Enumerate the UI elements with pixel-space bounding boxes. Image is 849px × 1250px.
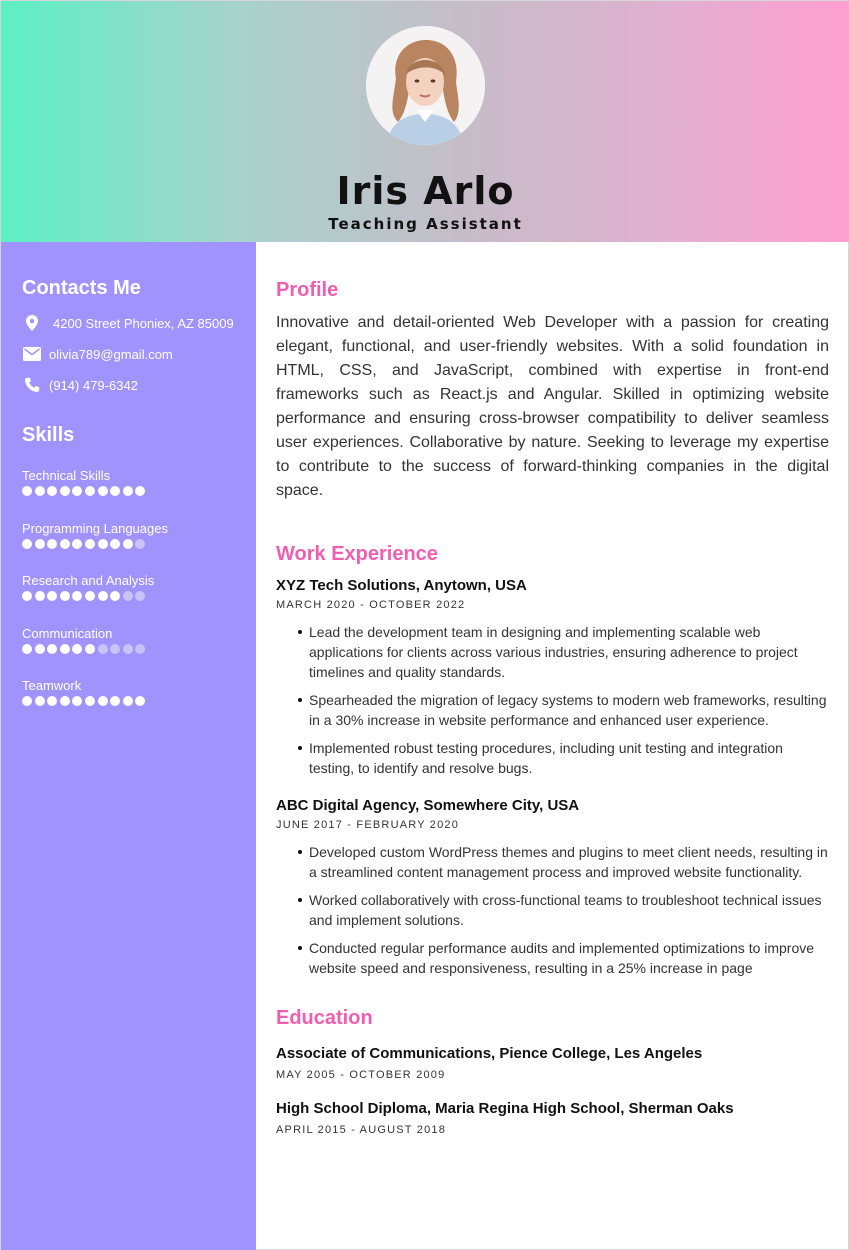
skill-label: Technical Skills — [22, 468, 111, 483]
skill-dot-filled — [22, 644, 32, 654]
education-date: MAY 2005 - OCTOBER 2009 — [276, 1069, 446, 1081]
skill-dot-empty — [135, 591, 145, 601]
list-item: Lead the development team in designing and implementing scalable web applications for clients across various industries, ensuring adherence to project timelines and quality standards. — [298, 622, 829, 682]
skill-dot-filled — [123, 539, 133, 549]
skill-label: Programming Languages — [22, 521, 168, 536]
phone-icon — [22, 375, 42, 395]
skill-dot-filled — [60, 486, 70, 496]
education-heading: Education — [276, 1007, 373, 1029]
job-bullet-list — [298, 842, 829, 986]
header-banner — [1, 1, 849, 242]
job-title: ABC Digital Agency, Somewhere City, USA — [276, 797, 580, 814]
job-bullet-list — [298, 622, 829, 786]
contact-email[interactable] — [22, 344, 173, 364]
education-title: High School Diploma, Maria Regina High School, Sherman Oaks — [276, 1100, 734, 1117]
skill-dot-filled — [60, 696, 70, 706]
job-date: MARCH 2020 - OCTOBER 2022 — [276, 599, 466, 611]
education-date: APRIL 2015 - AUGUST 2018 — [276, 1124, 447, 1136]
skill-dot-filled — [35, 539, 45, 549]
skill-dot-filled — [98, 539, 108, 549]
skill-dot-filled — [47, 539, 57, 549]
skill-dot-filled — [60, 644, 70, 654]
job-date: JUNE 2017 - FEBRUARY 2020 — [276, 819, 460, 831]
mail-icon — [22, 344, 42, 364]
skill-dot-empty — [135, 539, 145, 549]
skill-dot-filled — [47, 696, 57, 706]
skill-label: Teamwork — [22, 678, 82, 693]
skill-dot-filled — [85, 539, 95, 549]
skill-dot-filled — [47, 486, 57, 496]
skill-dot-filled — [35, 644, 45, 654]
skill-dot-filled — [110, 539, 120, 549]
list-item: Conducted regular performance audits and implemented optimizations to improve website speed and responsiveness, resulting in a 25% increase in page — [298, 938, 829, 978]
skill-dot-filled — [98, 696, 108, 706]
list-item: Implemented robust testing procedures, including unit testing and integration testing, to identify and resolve bugs. — [298, 738, 829, 778]
skill-dot-filled — [98, 486, 108, 496]
contacts-heading: Contacts Me — [22, 277, 141, 299]
profile-heading: Profile — [276, 279, 339, 301]
skill-dot-filled — [35, 696, 45, 706]
skill-dot-filled — [47, 644, 57, 654]
skill-dot-filled — [60, 591, 70, 601]
skill-dot-filled — [85, 486, 95, 496]
job-title: XYZ Tech Solutions, Anytown, USA — [276, 577, 527, 594]
skill-rating — [22, 696, 148, 706]
candidate-name: Iris Arlo — [336, 169, 515, 213]
skill-rating — [22, 486, 148, 496]
education-title: Associate of Communications, Pience College, Les Angeles — [276, 1045, 703, 1062]
skill-label: Research and Analysis — [22, 573, 155, 588]
skill-dot-filled — [22, 591, 32, 601]
location-pin-icon — [22, 313, 42, 333]
contact-phone[interactable] — [22, 375, 138, 395]
skill-rating — [22, 539, 148, 549]
skill-dot-filled — [110, 591, 120, 601]
candidate-job-title: Teaching Assistant — [328, 215, 523, 233]
skill-dot-filled — [72, 539, 82, 549]
skill-dot-filled — [72, 644, 82, 654]
skill-dot-filled — [98, 591, 108, 601]
avatar — [366, 26, 485, 145]
skill-dot-filled — [60, 539, 70, 549]
list-item: Worked collaboratively with cross-functional teams to troubleshoot technical issues and implement solutions. — [298, 890, 829, 930]
skill-dot-filled — [135, 696, 145, 706]
skill-label: Communication — [22, 626, 113, 641]
skill-dot-filled — [85, 644, 95, 654]
skill-dot-empty — [98, 644, 108, 654]
sidebar — [1, 242, 256, 1250]
contact-address — [22, 313, 234, 333]
skill-dot-filled — [72, 591, 82, 601]
skill-dot-empty — [123, 644, 133, 654]
skill-dot-filled — [22, 696, 32, 706]
skill-dot-filled — [110, 486, 120, 496]
skill-dot-filled — [123, 486, 133, 496]
skill-dot-filled — [123, 696, 133, 706]
profile-text: Innovative and detail-oriented Web Developer with a passion for creating elegant, functional, and user-friendly websites. With a solid foundation in HTML, CSS, and JavaScript, combined with expertise in front-end frameworks such as React.js and Angular. Skilled in optimizing website performance and ensuring cross-browser compatibility to deliver seamless user experiences. Collaborative by nature. Seeking to leverage my expertise to contribute to the success of forward-thinking companies in the digital space. — [276, 314, 829, 499]
skill-dot-empty — [135, 644, 145, 654]
skill-dot-filled — [85, 591, 95, 601]
skill-dot-filled — [85, 696, 95, 706]
skill-dot-filled — [47, 591, 57, 601]
skills-heading: Skills — [22, 424, 75, 446]
skill-dot-empty — [110, 644, 120, 654]
skill-dot-filled — [72, 696, 82, 706]
list-item: Spearheaded the migration of legacy systems to modern web frameworks, resulting in a 30% increase in website performance and enhanced user experience. — [298, 690, 829, 730]
profile-photo-icon — [366, 26, 485, 145]
work-experience-heading: Work Experience — [276, 543, 438, 565]
skill-dot-filled — [135, 486, 145, 496]
contact-phone-text[interactable]: (914) 479-6342 — [49, 377, 138, 393]
skill-dot-filled — [22, 486, 32, 496]
skill-rating — [22, 644, 148, 654]
list-item: Developed custom WordPress themes and plugins to meet client needs, resulting in a streamlined content management process and improved website functionality. — [298, 842, 829, 882]
contact-email-text[interactable]: olivia789@gmail.com — [49, 346, 173, 362]
skill-dot-filled — [35, 591, 45, 601]
skill-rating — [22, 591, 148, 601]
skill-dot-filled — [110, 696, 120, 706]
skill-dot-filled — [35, 486, 45, 496]
skill-dot-filled — [72, 486, 82, 496]
skill-dot-empty — [123, 591, 133, 601]
skill-dot-filled — [22, 539, 32, 549]
contact-address-text: 4200 Street Phoniex, AZ 85009 — [53, 315, 234, 331]
